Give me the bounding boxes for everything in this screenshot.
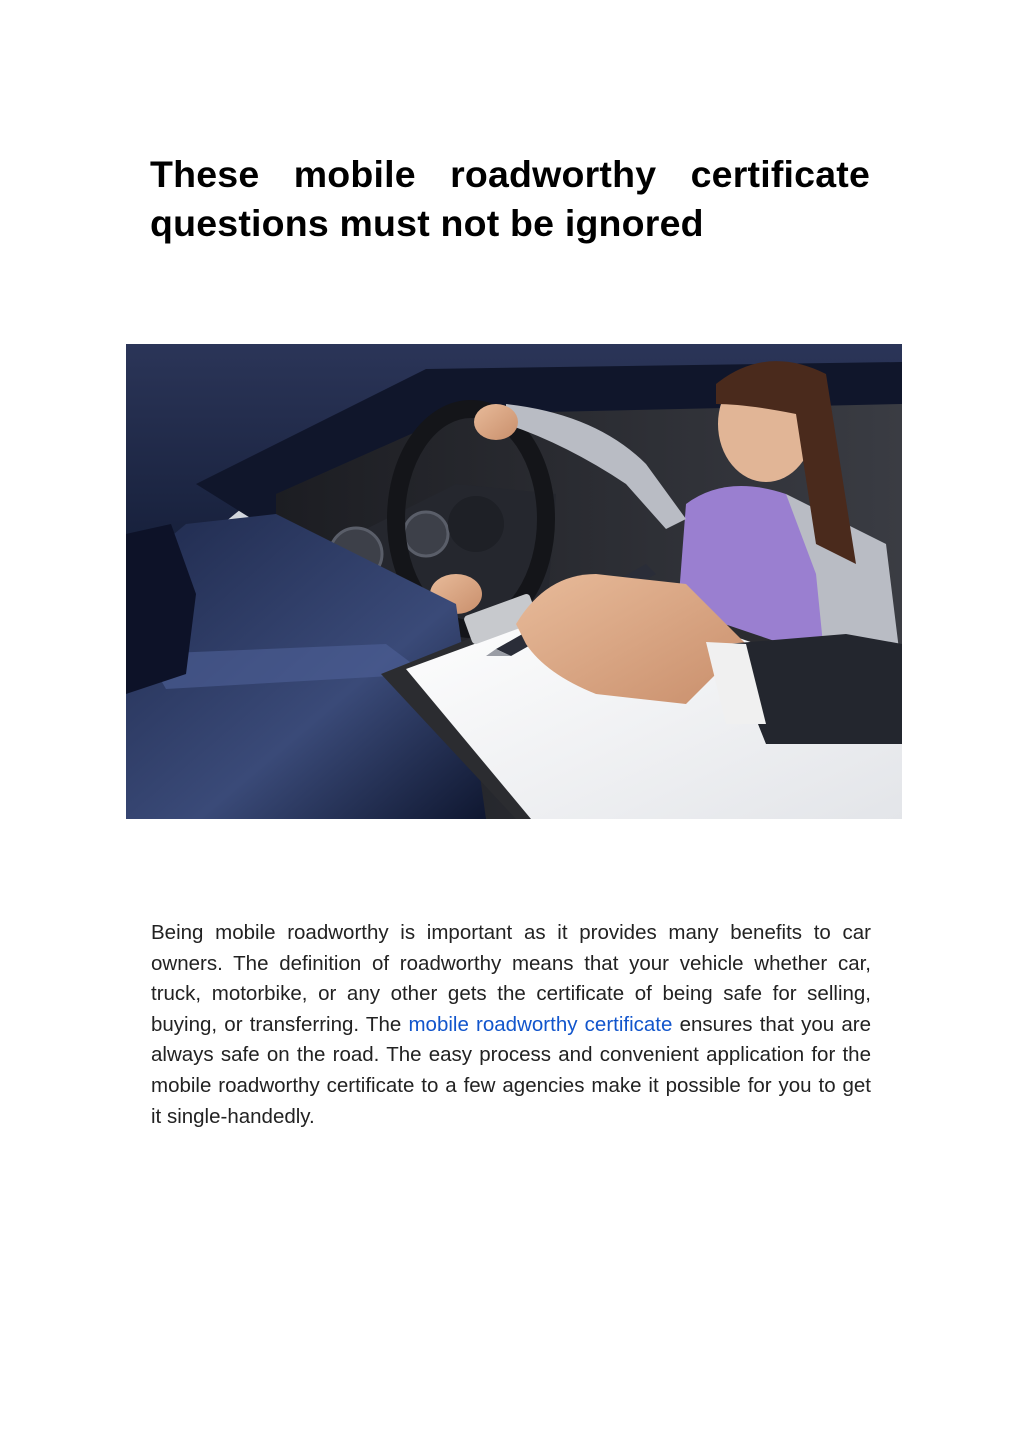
paragraph-text-start: Being mobile roadworthy is important as it provides many benefits to car owners. The definition of roadworthy means that your vehicle whether car, truck, motorbike, or any other gets the certificate of being safe for selling, buying, or transferring. The [151,921,871,1036]
mobile-roadworthy-certificate-link[interactable]: mobile roadworthy certificate [408,1012,673,1036]
hero-image [126,344,902,819]
paragraph-text-end: ensures that you are always safe on the road. The easy process and convenient application for the mobile roadworthy certificate to a few agencies make it possible for you to get it single-handedly. [151,1012,871,1128]
article-paragraph [151,918,871,1132]
page-title: These mobile roadworthy certificate questions must not be ignored [150,153,870,244]
car-inspection-illustration [126,344,902,819]
